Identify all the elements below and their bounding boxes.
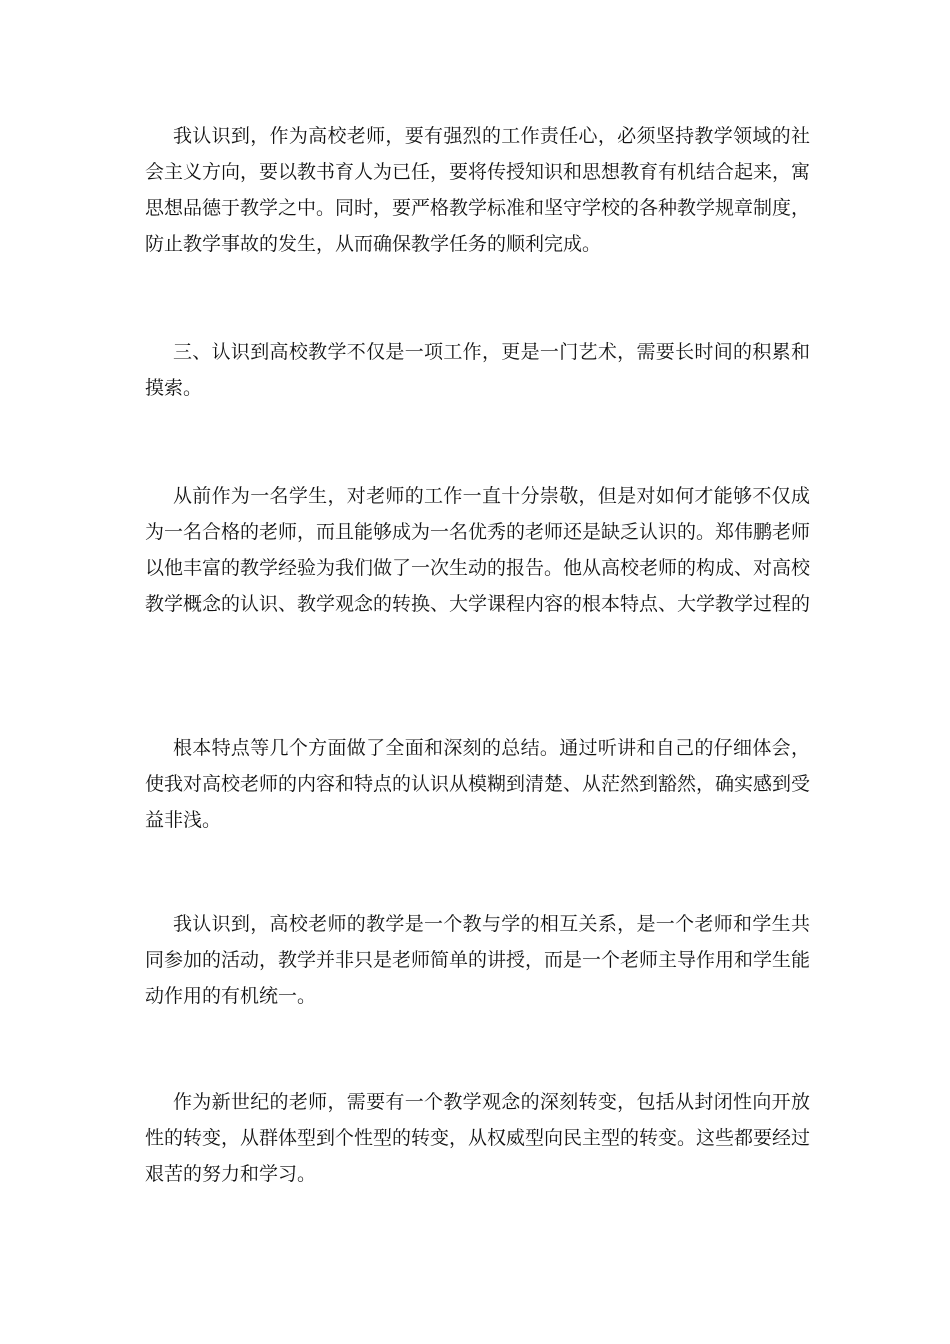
paragraph-summary-benefit: 根本特点等几个方面做了全面和深刻的总结。通过听讲和自己的仔细体会，使我对高校老师的内容和特点的认识从模糊到清楚、从茫然到豁然，确实感到受益非浅。 [145, 737, 811, 831]
paragraph-concept-transformation: 作为新世纪的老师，需要有一个教学观念的深刻转变，包括从封闭性向开放性的转变，从群体型到个性型的转变，从权威型向民主型的转变。这些都要经过艰苦的努力和学习。 [145, 1091, 811, 1185]
paragraph-section-three-heading: 三、认识到高校教学不仅是一项工作，更是一门艺术，需要长时间的积累和摸索。 [145, 341, 810, 399]
paragraph-responsibility: 我认识到，作为高校老师，要有强烈的工作责任心，必须坚持教学领域的社会主义方向，要以教书育人为已任，要将传授知识和思想教育有机结合起来，寓思想品德于教学之中。同时，要严格教学标准和坚守学校的各种教学规章制度，防止教学事故的发生，从而确保教学任务的顺利完成。 [145, 125, 811, 255]
paragraph-student-perspective: 从前作为一名学生，对老师的工作一直十分崇敬，但是对如何才能够不仅成为一名合格的老师，而且能够成为一名优秀的老师还是缺乏认识的。郑伟鹏老师以他丰富的教学经验为我们做了一次生动的报告。他从高校老师的构成、对高校教学概念的认识、教学观念的转换、大学课程内容的根本特点、大学教学过程的 [145, 485, 811, 615]
paragraph-teaching-relationship: 我认识到，高校老师的教学是一个教与学的相互关系，是一个老师和学生共同参加的活动，教学并非只是老师简单的讲授，而是一个老师主导作用和学生能动作用的有机统一。 [145, 913, 811, 1007]
